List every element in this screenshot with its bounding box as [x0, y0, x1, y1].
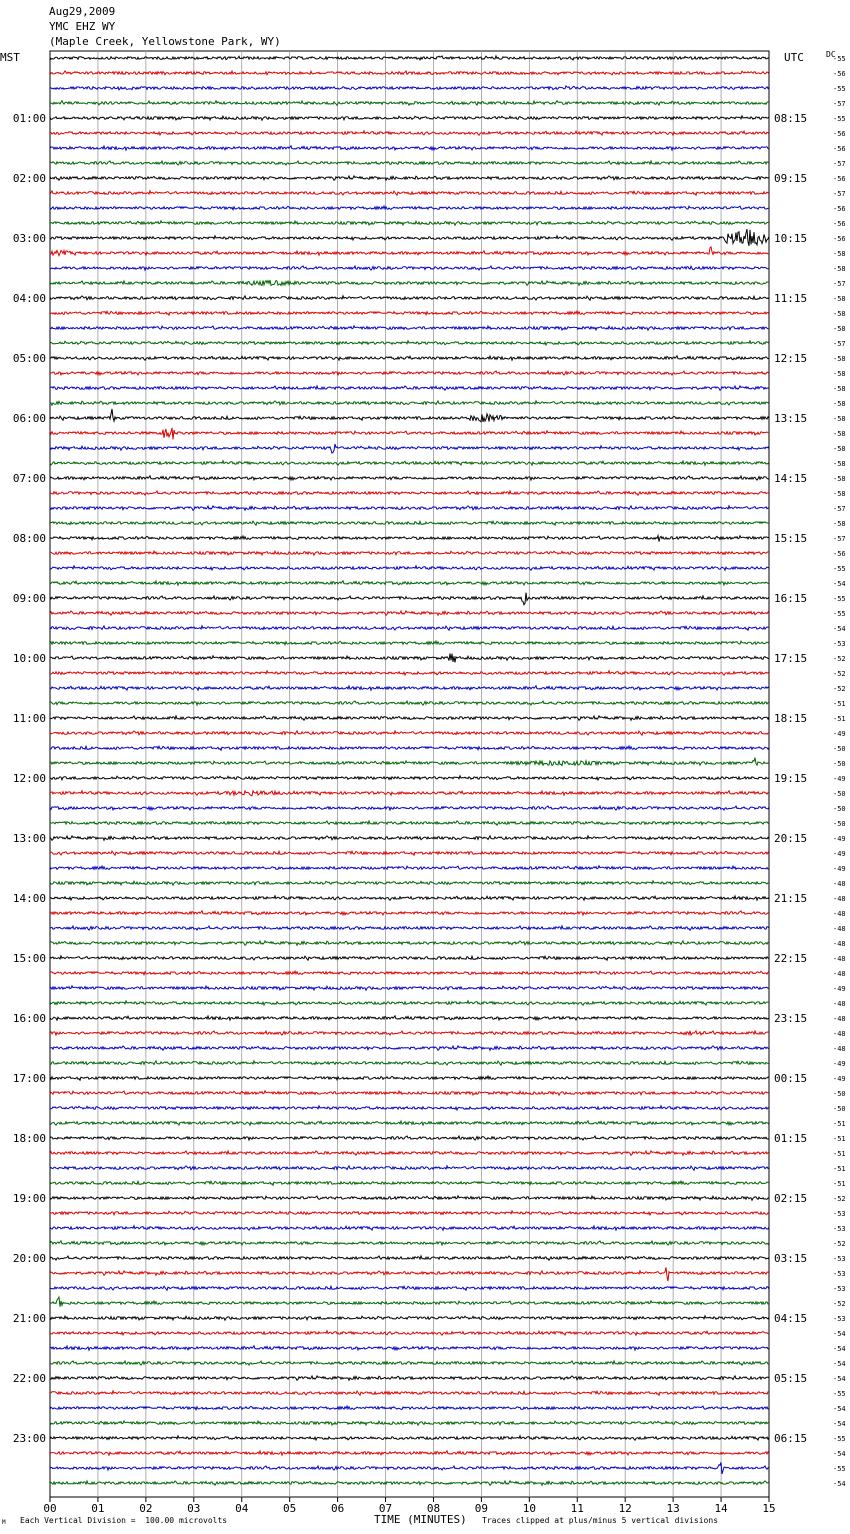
left-hour-label: 16:00 — [12, 1012, 46, 1025]
dc-offset-label: -48 — [833, 1030, 846, 1038]
dc-offset-label: -58 — [833, 520, 846, 528]
trace-row-38 — [50, 626, 769, 630]
right-hour-label: 05:15 — [774, 1372, 808, 1385]
trace-row-12 — [50, 229, 769, 246]
trace-row-45 — [50, 731, 769, 735]
dc-offset-label: -48 — [833, 955, 846, 963]
dc-offset-label: -56 — [833, 145, 846, 153]
trace-row-52 — [50, 836, 769, 841]
trace-row-27 — [50, 461, 769, 465]
trace-row-94 — [50, 1462, 769, 1474]
trace-row-31 — [50, 521, 769, 525]
dc-offset-label: -49 — [833, 985, 846, 993]
trace-row-30 — [50, 506, 769, 511]
trace-row-57 — [50, 911, 769, 915]
dc-offset-label: -58 — [833, 490, 846, 498]
dc-offset-label: -50 — [833, 805, 846, 813]
dc-offset-label: -53 — [833, 1285, 846, 1293]
trace-row-22 — [50, 386, 769, 390]
scale-note: Each Vertical Division = 100.00 microvolts — [20, 1516, 228, 1525]
right-hour-label: 03:15 — [774, 1252, 808, 1265]
dc-offset-label: -50 — [833, 820, 846, 828]
dc-offset-label: -58 — [833, 265, 846, 273]
trace-row-11 — [50, 221, 769, 225]
right-hour-label: 20:15 — [774, 832, 808, 845]
trace-row-33 — [50, 551, 769, 555]
right-hour-label: 15:15 — [774, 532, 808, 545]
trace-row-16 — [50, 296, 769, 300]
trace-row-23 — [50, 401, 769, 405]
trace-row-0 — [50, 56, 769, 60]
right-hour-label: 00:15 — [774, 1072, 808, 1085]
trace-row-58 — [50, 926, 769, 930]
dc-offset-label: -58 — [833, 295, 846, 303]
right-hour-label: 22:15 — [774, 952, 808, 965]
trace-row-40 — [50, 653, 769, 662]
left-hour-label: 04:00 — [12, 292, 46, 305]
dc-offset-label: -53 — [833, 1315, 846, 1323]
trace-row-25 — [50, 428, 769, 440]
dc-offset-label: -50 — [833, 1105, 846, 1113]
left-hour-label: 18:00 — [12, 1132, 46, 1145]
trace-row-43 — [50, 701, 769, 705]
trace-row-24 — [50, 409, 769, 422]
dc-offset-label: -55 — [833, 115, 846, 123]
dc-offset-label: -51 — [833, 1135, 846, 1143]
dc-offset-label: -49 — [833, 850, 846, 858]
trace-row-88 — [50, 1376, 769, 1380]
trace-row-81 — [50, 1267, 769, 1281]
dc-offset-label: -58 — [833, 325, 846, 333]
x-tick-label: 06 — [330, 1502, 345, 1515]
dc-label: DC — [826, 50, 836, 59]
right-hour-label: 23:15 — [774, 1012, 808, 1025]
left-hour-label: 08:00 — [12, 532, 46, 545]
dc-offset-label: -58 — [833, 310, 846, 318]
left-hour-label: 12:00 — [12, 772, 46, 785]
left-hour-label: 22:00 — [12, 1372, 46, 1385]
dc-offset-label: -48 — [833, 1015, 846, 1023]
trace-row-10 — [50, 206, 769, 210]
trace-row-62 — [50, 986, 769, 990]
dc-offset-label: -52 — [833, 1240, 846, 1248]
dc-offset-label: -52 — [833, 685, 846, 693]
trace-row-85 — [50, 1331, 769, 1335]
trace-row-17 — [50, 311, 769, 315]
right-hour-label: 02:15 — [774, 1192, 808, 1205]
right-zone-label: UTC — [784, 51, 804, 64]
dc-offset-label: -55 — [833, 610, 846, 618]
dc-offset-label: -57 — [833, 340, 846, 348]
dc-offset-label: -54 — [833, 1480, 846, 1488]
left-hour-label: 14:00 — [12, 892, 46, 905]
dc-offset-label: -58 — [833, 445, 846, 453]
left-hour-label: 15:00 — [12, 952, 46, 965]
trace-row-14 — [50, 266, 769, 270]
dc-offset-label: -58 — [833, 475, 846, 483]
dc-offset-label: -48 — [833, 940, 846, 948]
trace-row-92 — [50, 1436, 769, 1440]
x-tick-label: 02 — [139, 1502, 153, 1515]
dc-offset-label: -55 — [833, 85, 846, 93]
trace-row-47 — [50, 758, 769, 766]
trace-row-84 — [50, 1316, 769, 1320]
x-tick-label: 05 — [283, 1502, 297, 1515]
dc-offset-label: -48 — [833, 1045, 846, 1053]
dc-offset-label: -53 — [833, 1225, 846, 1233]
trace-row-83 — [50, 1297, 769, 1307]
trace-row-80 — [50, 1256, 769, 1260]
dc-offset-label: -56 — [833, 235, 846, 243]
dc-offset-label: -50 — [833, 760, 846, 768]
trace-row-9 — [50, 191, 769, 195]
trace-row-26 — [50, 444, 769, 453]
trace-row-42 — [50, 686, 769, 690]
left-hour-label: 09:00 — [12, 592, 46, 605]
trace-row-78 — [50, 1226, 769, 1230]
dc-offset-label: -51 — [833, 1180, 846, 1188]
trace-row-13 — [50, 247, 769, 256]
dc-offset-label: -53 — [833, 1255, 846, 1263]
dc-offset-label: -58 — [833, 430, 846, 438]
trace-row-34 — [50, 566, 769, 570]
dc-offset-label: -55 — [833, 1435, 846, 1443]
right-hour-label: 09:15 — [774, 172, 808, 185]
corner-mark: M — [2, 1519, 6, 1526]
x-axis-title: TIME (MINUTES) — [374, 1513, 467, 1526]
left-hour-label: 11:00 — [12, 712, 46, 725]
trace-row-5 — [50, 131, 769, 135]
header-date: Aug29,2009 — [49, 5, 116, 18]
trace-row-36 — [50, 593, 769, 605]
trace-row-95 — [50, 1481, 769, 1485]
dc-offset-label: -54 — [833, 1360, 846, 1368]
dc-offset-label: -50 — [833, 1090, 846, 1098]
dc-offset-label: -49 — [833, 865, 846, 873]
dc-offset-label: -54 — [833, 1330, 846, 1338]
dc-offset-label: -57 — [833, 535, 846, 543]
dc-offset-label: -57 — [833, 160, 846, 168]
x-tick-label: 08 — [426, 1502, 441, 1515]
dc-offset-label: -52 — [833, 670, 846, 678]
dc-offset-label: -50 — [833, 745, 846, 753]
dc-offset-label: -56 — [833, 220, 846, 228]
trace-row-44 — [50, 716, 769, 720]
right-hour-label: 21:15 — [774, 892, 808, 905]
trace-row-90 — [50, 1406, 769, 1410]
right-hour-label: 19:15 — [774, 772, 808, 785]
trace-row-68 — [50, 1076, 769, 1080]
dc-offset-label: -54 — [833, 625, 846, 633]
trace-row-93 — [50, 1451, 769, 1455]
right-hour-label: 10:15 — [774, 232, 808, 245]
dc-offset-label: -54 — [833, 1375, 846, 1383]
dc-offset-label: -55 — [833, 565, 846, 573]
trace-row-72 — [50, 1136, 769, 1140]
dc-offset-label: -52 — [833, 1195, 846, 1203]
dc-offset-label: -51 — [833, 1150, 846, 1158]
trace-row-39 — [50, 641, 769, 645]
x-tick-label: 12 — [618, 1502, 632, 1515]
dc-offset-label: -57 — [833, 280, 846, 288]
right-hour-label: 06:15 — [774, 1432, 808, 1445]
header-station: YMC EHZ WY — [49, 20, 116, 33]
trace-row-54 — [50, 866, 769, 870]
right-hour-label: 16:15 — [774, 592, 808, 605]
trace-row-35 — [50, 581, 769, 585]
trace-row-79 — [50, 1241, 769, 1245]
dc-offset-label: -56 — [833, 550, 846, 558]
x-tick-label: 09 — [474, 1502, 489, 1515]
trace-row-65 — [50, 1031, 769, 1035]
trace-row-76 — [50, 1196, 769, 1200]
dc-offset-label: -57 — [833, 100, 846, 108]
trace-row-21 — [50, 371, 769, 375]
dc-offset-label: -48 — [833, 925, 846, 933]
left-hour-label: 10:00 — [12, 652, 46, 665]
dc-offset-label: -55 — [833, 55, 846, 63]
right-hour-label: 13:15 — [774, 412, 808, 425]
trace-row-2 — [50, 86, 769, 90]
trace-row-74 — [50, 1166, 769, 1170]
x-tick-label: 00 — [43, 1502, 57, 1515]
left-hour-label: 06:00 — [12, 412, 46, 425]
dc-offset-label: -58 — [833, 400, 846, 408]
dc-offset-label: -55 — [833, 1465, 846, 1473]
dc-offset-label: -51 — [833, 715, 846, 723]
trace-row-70 — [50, 1106, 769, 1110]
trace-row-71 — [50, 1121, 769, 1125]
trace-row-56 — [50, 896, 769, 900]
trace-row-18 — [50, 326, 769, 330]
dc-offset-label: -51 — [833, 1165, 846, 1173]
trace-row-8 — [50, 176, 769, 180]
trace-row-46 — [50, 746, 769, 750]
trace-row-32 — [50, 536, 769, 542]
dc-offset-label: -48 — [833, 895, 846, 903]
trace-row-28 — [50, 476, 769, 480]
trace-row-77 — [50, 1211, 769, 1215]
trace-row-69 — [50, 1091, 769, 1095]
trace-row-41 — [50, 671, 769, 675]
clip-note: Traces clipped at plus/minus 5 vertical divisions — [482, 1516, 719, 1525]
dc-offset-label: -54 — [833, 1405, 846, 1413]
x-tick-label: 14 — [714, 1502, 728, 1515]
dc-offset-label: -55 — [833, 595, 846, 603]
trace-row-51 — [50, 821, 769, 825]
left-hour-label: 07:00 — [12, 472, 46, 485]
trace-row-91 — [50, 1421, 769, 1425]
dc-offset-label: -58 — [833, 250, 846, 258]
trace-row-4 — [50, 116, 769, 120]
x-tick-label: 04 — [235, 1502, 249, 1515]
dc-offset-label: -58 — [833, 385, 846, 393]
trace-row-66 — [50, 1046, 769, 1050]
trace-row-29 — [50, 491, 769, 495]
trace-row-49 — [50, 791, 769, 796]
dc-offset-label: -54 — [833, 1420, 846, 1428]
trace-row-37 — [50, 611, 769, 615]
trace-row-7 — [50, 161, 769, 165]
trace-row-87 — [50, 1361, 769, 1365]
trace-row-63 — [50, 1001, 769, 1005]
dc-offset-label: -50 — [833, 790, 846, 798]
left-hour-label: 05:00 — [12, 352, 46, 365]
x-tick-label: 11 — [570, 1502, 584, 1515]
trace-row-53 — [50, 851, 769, 855]
dc-offset-label: -56 — [833, 70, 846, 78]
dc-offset-label: -52 — [833, 1300, 846, 1308]
dc-offset-label: -48 — [833, 910, 846, 918]
left-hour-label: 13:00 — [12, 832, 46, 845]
dc-offset-label: -54 — [833, 580, 846, 588]
dc-offset-label: -56 — [833, 205, 846, 213]
right-hour-label: 11:15 — [774, 292, 808, 305]
right-hour-label: 08:15 — [774, 112, 808, 125]
x-tick-label: 01 — [91, 1502, 105, 1515]
trace-row-59 — [50, 941, 769, 945]
x-tick-label: 03 — [187, 1502, 201, 1515]
right-hour-label: 18:15 — [774, 712, 808, 725]
left-hour-label: 21:00 — [12, 1312, 46, 1325]
dc-offset-label: -49 — [833, 1060, 846, 1068]
dc-offset-label: -55 — [833, 1390, 846, 1398]
trace-row-3 — [50, 101, 769, 106]
dc-offset-label: -52 — [833, 655, 846, 663]
dc-offset-label: -56 — [833, 130, 846, 138]
dc-offset-label: -53 — [833, 640, 846, 648]
dc-offset-label: -49 — [833, 775, 846, 783]
dc-offset-label: -51 — [833, 1120, 846, 1128]
dc-offset-label: -49 — [833, 835, 846, 843]
left-hour-label: 01:00 — [12, 112, 46, 125]
dc-offset-label: -53 — [833, 1210, 846, 1218]
dc-offset-label: -48 — [833, 1000, 846, 1008]
right-hour-label: 04:15 — [774, 1312, 808, 1325]
trace-row-15 — [50, 280, 769, 285]
left-hour-label: 02:00 — [12, 172, 46, 185]
trace-row-6 — [50, 146, 769, 150]
left-hour-label: 20:00 — [12, 1252, 46, 1265]
dc-offset-label: -54 — [833, 1450, 846, 1458]
trace-row-60 — [50, 956, 769, 960]
dc-offset-label: -51 — [833, 700, 846, 708]
left-hour-label: 19:00 — [12, 1192, 46, 1205]
right-hour-label: 01:15 — [774, 1132, 808, 1145]
left-hour-label: 23:00 — [12, 1432, 46, 1445]
trace-row-61 — [50, 971, 769, 975]
x-tick-label: 07 — [378, 1502, 393, 1515]
dc-offset-label: -58 — [833, 370, 846, 378]
dc-offset-label: -58 — [833, 415, 846, 423]
trace-row-75 — [50, 1181, 769, 1185]
trace-row-64 — [50, 1016, 769, 1020]
trace-row-89 — [50, 1391, 769, 1395]
dc-offset-label: -48 — [833, 880, 846, 888]
trace-row-86 — [50, 1346, 769, 1350]
x-tick-label: 13 — [666, 1502, 680, 1515]
trace-row-19 — [50, 341, 769, 345]
trace-row-48 — [50, 776, 769, 780]
dc-offset-label: -58 — [833, 460, 846, 468]
left-hour-label: 17:00 — [12, 1072, 46, 1085]
dc-offset-label: -58 — [833, 355, 846, 363]
right-hour-label: 12:15 — [774, 352, 808, 365]
x-tick-label: 15 — [762, 1502, 776, 1515]
trace-row-20 — [50, 356, 769, 360]
dc-offset-label: -49 — [833, 1075, 846, 1083]
right-hour-label: 14:15 — [774, 472, 808, 485]
left-zone-label: MST — [0, 51, 20, 64]
trace-row-55 — [50, 881, 769, 885]
dc-offset-label: -48 — [833, 970, 846, 978]
dc-offset-label: -54 — [833, 1345, 846, 1353]
trace-row-1 — [50, 71, 769, 75]
trace-row-50 — [50, 806, 769, 810]
dc-offset-label: -53 — [833, 1270, 846, 1278]
left-hour-label: 03:00 — [12, 232, 46, 245]
trace-row-82 — [50, 1286, 769, 1290]
right-hour-label: 17:15 — [774, 652, 808, 665]
x-tick-label: 10 — [522, 1502, 536, 1515]
dc-offset-label: -57 — [833, 190, 846, 198]
dc-offset-label: -49 — [833, 730, 846, 738]
dc-offset-label: -56 — [833, 175, 846, 183]
trace-row-67 — [50, 1061, 769, 1065]
dc-offset-label: -57 — [833, 505, 846, 513]
header-location: (Maple Creek, Yellowstone Park, WY) — [49, 35, 281, 48]
trace-row-73 — [50, 1151, 769, 1155]
